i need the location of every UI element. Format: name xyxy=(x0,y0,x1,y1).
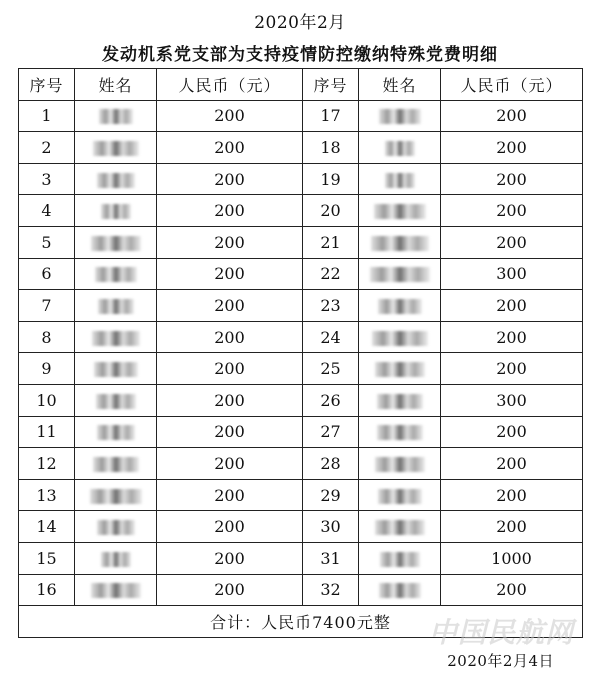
row-amount-right: 200 xyxy=(441,290,583,322)
row-name-left-redacted xyxy=(75,226,157,258)
row-amount-left: 200 xyxy=(157,574,303,606)
row-amount-left: 200 xyxy=(157,321,303,353)
redacted-name-blur xyxy=(370,267,430,282)
row-name-left-redacted xyxy=(75,100,157,132)
row-amount-left: 200 xyxy=(157,132,303,164)
row-no-left: 3 xyxy=(19,163,75,195)
row-name-left-redacted xyxy=(75,258,157,290)
redacted-name-blur xyxy=(91,583,141,598)
row-amount-left: 200 xyxy=(157,258,303,290)
row-name-right-redacted xyxy=(359,511,441,543)
table-row xyxy=(19,290,583,322)
header-no-left: 序号 xyxy=(19,69,75,101)
table-row xyxy=(19,353,583,385)
row-name-left-redacted xyxy=(75,416,157,448)
redacted-name-blur xyxy=(99,109,133,124)
table-row xyxy=(19,163,583,195)
row-no-right: 29 xyxy=(303,479,359,511)
row-no-right: 17 xyxy=(303,100,359,132)
table-row xyxy=(19,195,583,227)
redacted-name-blur xyxy=(94,362,138,377)
row-no-right: 28 xyxy=(303,448,359,480)
redacted-name-blur xyxy=(97,173,135,188)
row-name-right-redacted xyxy=(359,542,441,574)
redacted-name-blur xyxy=(96,394,136,409)
row-amount-right: 200 xyxy=(441,321,583,353)
row-amount-left: 200 xyxy=(157,226,303,258)
redacted-name-blur xyxy=(90,489,142,504)
row-amount-right: 300 xyxy=(441,258,583,290)
row-amount-right: 200 xyxy=(441,353,583,385)
row-no-left: 13 xyxy=(19,479,75,511)
row-no-left: 8 xyxy=(19,321,75,353)
row-no-left: 15 xyxy=(19,542,75,574)
row-no-right: 31 xyxy=(303,542,359,574)
row-no-left: 11 xyxy=(19,416,75,448)
row-name-right-redacted xyxy=(359,384,441,416)
row-name-right-redacted xyxy=(359,416,441,448)
total-text: 合计：人民币7400元整 xyxy=(19,606,583,638)
row-no-right: 18 xyxy=(303,132,359,164)
row-no-left: 10 xyxy=(19,384,75,416)
table-row xyxy=(19,448,583,480)
header-amount-left: 人民币（元） xyxy=(157,69,303,101)
redacted-name-blur xyxy=(93,457,139,472)
redacted-name-blur xyxy=(379,583,421,598)
row-no-right: 32 xyxy=(303,574,359,606)
row-no-left: 12 xyxy=(19,448,75,480)
row-amount-right: 200 xyxy=(441,226,583,258)
document-title: 发动机系党支部为支持疫情防控缴纳特殊党费明细 xyxy=(102,45,498,65)
row-no-right: 19 xyxy=(303,163,359,195)
row-name-left-redacted xyxy=(75,448,157,480)
row-amount-right: 200 xyxy=(441,132,583,164)
row-name-left-redacted xyxy=(75,132,157,164)
row-no-right: 22 xyxy=(303,258,359,290)
table-header-row xyxy=(19,69,583,101)
header-name-left: 姓名 xyxy=(75,69,157,101)
table-row xyxy=(19,416,583,448)
row-no-right: 24 xyxy=(303,321,359,353)
row-name-right-redacted xyxy=(359,290,441,322)
redacted-name-blur xyxy=(101,204,131,219)
row-name-right-redacted xyxy=(359,479,441,511)
header-amount-right: 人民币（元） xyxy=(441,69,583,101)
row-name-left-redacted xyxy=(75,479,157,511)
row-amount-left: 200 xyxy=(157,195,303,227)
table-row xyxy=(19,542,583,574)
row-amount-right: 200 xyxy=(441,100,583,132)
row-amount-right: 200 xyxy=(441,511,583,543)
redacted-name-blur xyxy=(375,362,425,377)
redacted-name-blur xyxy=(375,520,425,535)
redacted-name-blur xyxy=(377,394,423,409)
row-no-right: 21 xyxy=(303,226,359,258)
redacted-name-blur xyxy=(101,552,131,567)
table-row xyxy=(19,574,583,606)
row-amount-right: 200 xyxy=(441,479,583,511)
table-body xyxy=(19,100,583,606)
redacted-name-blur xyxy=(379,109,421,124)
row-amount-left: 200 xyxy=(157,290,303,322)
redacted-name-blur xyxy=(97,425,135,440)
row-no-left: 6 xyxy=(19,258,75,290)
row-no-left: 16 xyxy=(19,574,75,606)
redacted-name-blur xyxy=(374,204,426,219)
row-no-left: 5 xyxy=(19,226,75,258)
row-amount-right: 1000 xyxy=(441,542,583,574)
watermark-logo: 中国民航网 xyxy=(428,616,574,649)
redacted-name-blur xyxy=(92,331,140,346)
row-name-right-redacted xyxy=(359,163,441,195)
row-amount-right: 300 xyxy=(441,384,583,416)
row-amount-left: 200 xyxy=(157,163,303,195)
row-amount-right: 200 xyxy=(441,163,583,195)
redacted-name-blur xyxy=(371,236,429,251)
row-amount-right: 200 xyxy=(441,574,583,606)
row-name-left-redacted xyxy=(75,511,157,543)
row-name-right-redacted xyxy=(359,100,441,132)
row-no-right: 27 xyxy=(303,416,359,448)
row-name-left-redacted xyxy=(75,321,157,353)
row-name-left-redacted xyxy=(75,353,157,385)
row-no-left: 14 xyxy=(19,511,75,543)
table-row xyxy=(19,479,583,511)
document-date: 2020年2月4日 xyxy=(447,652,554,670)
redacted-name-blur xyxy=(93,141,139,156)
row-no-right: 20 xyxy=(303,195,359,227)
redacted-name-blur xyxy=(380,552,420,567)
redacted-name-blur xyxy=(98,299,134,314)
redacted-name-blur xyxy=(375,457,425,472)
row-name-right-redacted xyxy=(359,448,441,480)
row-name-left-redacted xyxy=(75,574,157,606)
row-amount-left: 200 xyxy=(157,384,303,416)
row-name-right-redacted xyxy=(359,574,441,606)
row-no-right: 23 xyxy=(303,290,359,322)
redacted-name-blur xyxy=(97,520,135,535)
row-amount-left: 200 xyxy=(157,448,303,480)
row-amount-left: 200 xyxy=(157,479,303,511)
row-no-left: 1 xyxy=(19,100,75,132)
table-row xyxy=(19,132,583,164)
header-no-right: 序号 xyxy=(303,69,359,101)
redacted-name-blur xyxy=(91,236,141,251)
redacted-name-blur xyxy=(385,173,415,188)
row-amount-left: 200 xyxy=(157,353,303,385)
row-no-right: 25 xyxy=(303,353,359,385)
redacted-name-blur xyxy=(377,425,423,440)
row-no-left: 2 xyxy=(19,132,75,164)
table-row xyxy=(19,384,583,416)
row-no-right: 30 xyxy=(303,511,359,543)
header-name-right: 姓名 xyxy=(359,69,441,101)
table-row xyxy=(19,511,583,543)
redacted-name-blur xyxy=(378,299,422,314)
table-row xyxy=(19,100,583,132)
row-name-right-redacted xyxy=(359,258,441,290)
row-amount-left: 200 xyxy=(157,542,303,574)
row-name-left-redacted xyxy=(75,163,157,195)
row-amount-left: 200 xyxy=(157,100,303,132)
row-name-left-redacted xyxy=(75,290,157,322)
row-amount-right: 200 xyxy=(441,195,583,227)
row-name-left-redacted xyxy=(75,542,157,574)
document-year-month: 2020年2月 xyxy=(254,13,346,33)
row-name-right-redacted xyxy=(359,132,441,164)
row-no-right: 26 xyxy=(303,384,359,416)
row-no-left: 7 xyxy=(19,290,75,322)
table-row xyxy=(19,226,583,258)
row-name-right-redacted xyxy=(359,353,441,385)
row-name-right-redacted xyxy=(359,195,441,227)
redacted-name-blur xyxy=(378,489,422,504)
row-name-right-redacted xyxy=(359,226,441,258)
row-no-left: 4 xyxy=(19,195,75,227)
row-amount-right: 200 xyxy=(441,448,583,480)
table-row xyxy=(19,321,583,353)
row-name-left-redacted xyxy=(75,195,157,227)
redacted-name-blur xyxy=(95,267,137,282)
row-amount-left: 200 xyxy=(157,416,303,448)
redacted-name-blur xyxy=(372,331,428,346)
row-no-left: 9 xyxy=(19,353,75,385)
row-name-left-redacted xyxy=(75,384,157,416)
row-name-right-redacted xyxy=(359,321,441,353)
row-amount-right: 200 xyxy=(441,416,583,448)
payment-table xyxy=(18,68,583,638)
table-row xyxy=(19,258,583,290)
row-amount-left: 200 xyxy=(157,511,303,543)
redacted-name-blur xyxy=(385,141,415,156)
